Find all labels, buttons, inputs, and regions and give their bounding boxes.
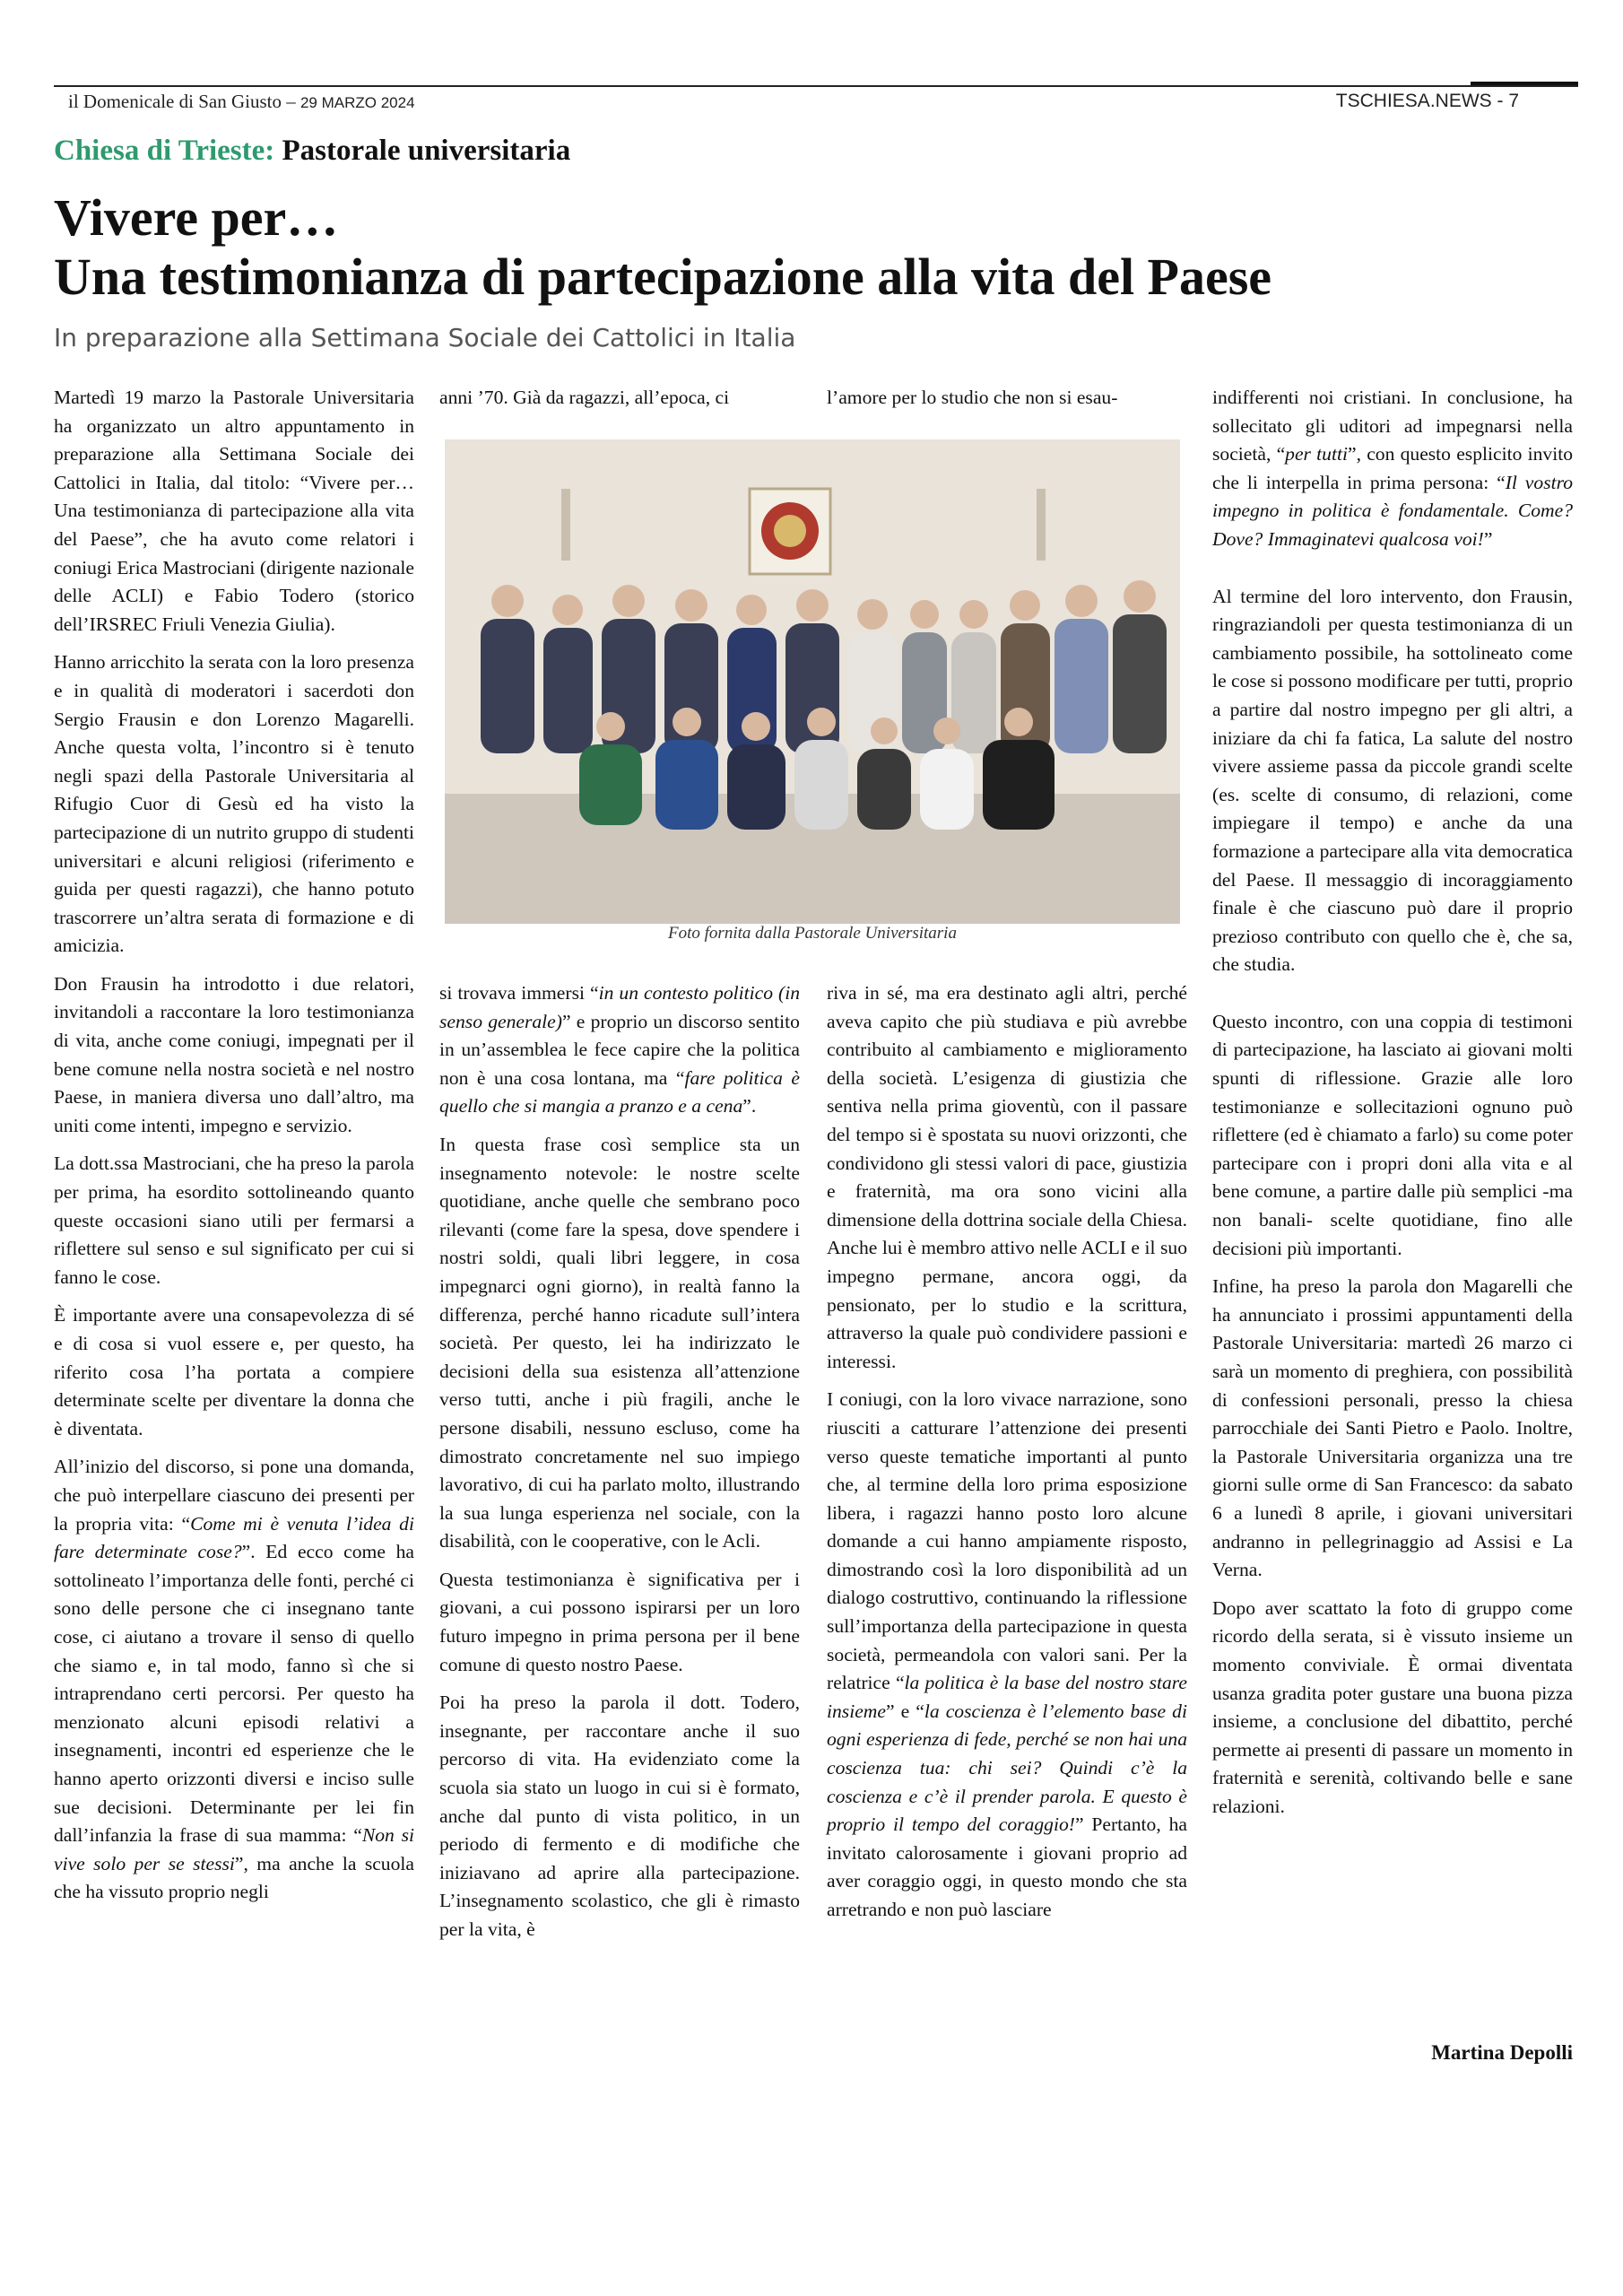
section-heading: [54, 135, 570, 168]
paragraph: È importante avere una consapevolezza di sé e di cosa si vuol essere e, per questo, ha riferito cosa l’ha portata a compiere determinate scelte per diventare la donna che è diventata.: [54, 1304, 414, 1439]
text-run: ”, ma anche la scuola che ha vissuto proprio negli: [54, 1852, 414, 1903]
text-run: ” e proprio un discorso sentito in un’assemblea le fece capire che la politica non è una cosa lontana, ma “: [439, 1010, 800, 1089]
text-run: ”: [1483, 527, 1493, 550]
paragraph: La dott.ssa Mastrociani, che ha preso la parola per prima, ha esordito sottolineando quanto queste occasioni siano utili per fermarsi a riflettere sul senso e sul significato per cui si fanno le cose.: [54, 1152, 414, 1288]
quote: la politica è la base del nostro stare insieme: [827, 1672, 1187, 1722]
paragraph: anni ’70. Già da ragazzi, all’epoca, ci: [439, 387, 730, 408]
paragraph: [54, 1453, 414, 1907]
title-line-2: Una testimonianza di partecipazione alla vita del Paese: [54, 248, 1272, 306]
paragraph: [827, 1386, 1187, 1924]
masthead-rule: [1471, 82, 1578, 85]
quote: la coscienza è l’elemento base di ogni esperienza di fede, perché se non hai una coscienza tua: chi sei? Quindi c’è la coscienza e c’è il prender parola. E questo è proprio il tempo del coraggio!: [827, 1700, 1187, 1836]
paragraph: Questo incontro, con una coppia di testimoni di partecipazione, ha lasciato ai giovani molti spunti di riflessione. Grazie alle loro testimonianze e sollecitazioni ognuno può riflettere (ed è chiamato a farlo) su come poter partecipare con i propri doni alla vita e al bene comune, a partire dalle più semplici -ma non banali- scelte quotidiane, fino alle decisioni più importanti.: [1212, 1010, 1573, 1259]
article-subtitle: In preparazione alla Settimana Sociale dei Cattolici in Italia: [54, 323, 796, 352]
publication-date: 29 MARZO 2024: [299, 94, 415, 111]
text-run: ” e “: [885, 1700, 924, 1722]
paragraph: [1212, 384, 1573, 554]
quote: Il vostro impegno in politica è fondamentale. Come? Dove? Immaginatevi qualcosa voi!: [1212, 471, 1573, 550]
paragraph: Questa testimonianza è significativa per i giovani, a cui possono ispirarsi per un loro futuro impegno in prima persona per il bene comune di questo nostro Paese.: [439, 1568, 800, 1675]
group-photo: [445, 439, 1180, 924]
author-byline: Martina Depolli: [1431, 2041, 1573, 2064]
masthead: [54, 85, 1578, 116]
photo-caption: Foto fornita dalla Pastorale Universitaria: [668, 924, 957, 943]
publication-line: [68, 91, 415, 113]
text-run: ”.: [742, 1095, 757, 1118]
text-run: ”. Ed ecco come ha sottolineato l’importanza delle fonti, perché ci sono delle persone che ci insegnano tante cose, ci aiutano a trovare il senso di quello che siamo e, in tal modo, fanno sì che si intraprendano certi percorsi. Per questo ha menzionato alcuni episodi relativi a insegnamenti, incontri ed esperienze che le hanno aperto orizzonti diversi e inciso sulle sue decisioni. Determinante per lei fin dall’infanzia la frase di sua mamma: “: [54, 1541, 414, 1847]
quote: Come mi è venuta l’idea di fare determinate cose?: [54, 1512, 414, 1563]
publication-sep: –: [281, 91, 300, 112]
title-line-1: Vivere per…: [54, 188, 339, 247]
quote: in un contesto politico (in senso generale): [439, 982, 801, 1032]
paragraph: Infine, ha preso la parola don Magarelli che ha annunciato i prossimi appuntamenti della Pastorale Universitaria: martedì 26 marzo ci sarà un momento di preghiera, con possibilità di confessioni personali, presso la chiesa parrocchiale dei Santi Pietro e Paolo. Inoltre, la Pastorale Universitaria organizza una tre giorni sulle orme di San Francesco: da sabato 6 a lunedì 8 aprile, i giovani universitari andranno in pellegrinaggio ad Assisi e La Verna.: [1212, 1275, 1573, 1581]
paragraph: Dopo aver scattato la foto di gruppo come ricordo della serata, si è vissuto insieme un momento conviviale. È ormai diventata usanza gradita poter gustare una buona pizza insieme, a conclusione del dibattito, perché permette ai presenti di passare un momento in fraternità e serenità, coltivando belle e sane relazioni.: [1212, 1596, 1573, 1817]
column-3: [827, 979, 1187, 1935]
quote: fare politica è quello che si mangia a pranzo e a cena: [439, 1066, 800, 1118]
text-run: I coniugi, con la loro vivace narrazione, sono riusciti a catturare l’attenzione dei presenti verso queste tematiche importanti al punto che, al termine della loro prima esposizione libera, i ragazzi hanno posto loro alcune domande a cui hanno ampiamente risposto, dimostrando così la loro disponibilità ad un dialogo costruttivo, continuando la riflessione sull’importanza della partecipazione in questa società, permeandola con valori sani. Per la relatrice “: [827, 1388, 1187, 1694]
column-2-top: [439, 384, 800, 422]
text-run: All’inizio del discorso, si pone una domanda, che può interpellare ciascuno dei presenti per la propria vita: “: [54, 1456, 414, 1535]
column-2: [439, 979, 800, 1954]
paragraph: l’amore per lo studio che non si esau-: [827, 387, 1118, 408]
group-photo-image: [445, 439, 1180, 924]
text-run: indifferenti noi cristiani. In conclusione, ha sollecitato gli uditori ad impegnarsi nella società, “: [1212, 387, 1573, 465]
paragraph: In questa frase così semplice sta un insegnamento notevole: le nostre scelte quotidiane, anche quelle che sembrano poco rilevanti (come fare la spesa, dove spendere i nostri soldi, quali libri leggere, in cosa impegnarci ogni giorno), in realtà fanno la differenza, perché hanno ricadute sull’intera società. Per questo, lei ha indirizzato le decisioni della sua esistenza all’attenzione verso tutti, anche i più fragili, anche le persone disabili, nessuno escluso, come ha dimostrato concretamente nel suo impiego lavorativo, di cui ha parlato molto, illustrando la sua lunga esperienza nel sociale, con la disabilità, con le cooperative, con le Acli.: [439, 1133, 800, 1552]
paragraph: Poi ha preso la parola il dott. Todero, insegnante, per raccontare anche il suo percorso di vita. Ha evidenziato come la scuola sia stato un luogo in cui si è formato, anche dal punto di vista politico, in un periodo di fermento e di modifiche che iniziavano ad aprire alla partecipazione. L’insegnamento scolastico, che gli è rimasto per la vita, è: [439, 1692, 800, 1940]
text-run: si trovava immersi “: [439, 982, 599, 1004]
publication-name: il Domenicale di San Giusto: [68, 91, 282, 112]
quote: per tutti: [1285, 443, 1348, 465]
column-1: [54, 384, 414, 1917]
paragraph: [439, 979, 800, 1121]
site-page-number: TSCHIESA.NEWS - 7: [1335, 91, 1519, 111]
text-run: ”, con questo esplicito invito che li interpella in prima persona: “: [1212, 443, 1573, 493]
section-category: Chiesa di Trieste:: [54, 135, 275, 167]
paragraph: Martedì 19 marzo la Pastorale Universitaria ha organizzato un altro appuntamento in preparazione alla Settimana Sociale dei Cattolici in Italia, dal titolo: “Vivere per… Una testimonianza di partecipazione alla vita del Paese”, che ha avuto come relatori i coniugi Erica Mastrociani (dirigente nazionale delle ACLI) e Fabio Todero (storico dell’IRSREC Friuli Venezia Giulia).: [54, 387, 414, 635]
paragraph: Hanno arricchito la serata con la loro presenza e in qualità di moderatori i sacerdoti don Sergio Frausin e don Lorenzo Magarelli. Anche questa volta, l’incontro si è tenuto negli spazi della Pastorale Universitaria al Rifugio Cuor di Gesù ed ha visto la partecipazione di un nutrito gruppo di studenti universitari e alcuni religiosi (riferimento e guida per questi ragazzi), che hanno potuto trascorrere un’altra serata di formazione e di amicizia.: [54, 651, 414, 957]
text-run: ” Pertanto, ha invitato calorosamente i giovani proprio ad aver coraggio oggi, in questo mondo che sta arretrando e non può lasciare: [827, 1813, 1187, 1920]
paragraph: Don Frausin ha introdotto i due relatori, invitandoli a raccontare la loro testimonianza di vita, anche come coniugi, impegnati per il bene comune nella nostra società e nel nostro Paese, in maniera diversa uno dall’altro, ma uniti come intenti, impegno e servizio.: [54, 972, 414, 1136]
paragraph: Al termine del loro intervento, don Frausin, ringraziandoli per questa testimonianza di un cambiamento possibile, ha sottolineato come le cose si possono modificare per tutti, proprio a partire dal nostro impegno per gli altri, a iniziare da chi fa fatica, La salute del nostro vivere assieme passa da piccole grandi scelte (es. scelte di consumo, di relazioni, come impiegare il tempo) e anche da una formazione a partecipare alla vita democratica del Paese. Il messaggio di incoraggiamento finale è che ciascuno può dare il proprio prezioso contributo con quello che è, che sa, che studia.: [1212, 585, 1573, 976]
section-topic: Pastorale universitaria: [282, 135, 571, 167]
column-3-top: [827, 384, 1187, 422]
quote: Non si vive solo per se stessi: [54, 1824, 414, 1874]
article-title: [54, 188, 1271, 307]
paragraph: riva in sé, ma era destinato agli altri, perché aveva capito che più studiava e più avrebbe contribuito al cambiamento e miglioramento della società. L’esigenza di giustizia che sentiva nella prima gioventù, con il passare del tempo si è spostata su nuovi orizzonti, che condividono gli stessi valori di pace, giustizia e fraternità, ma ora sono vicini alla dimensione della dottrina sociale della Chiesa. Anche lui è membro attivo nelle ACLI e il suo impegno permane, ancora oggi, da pensionato, per lo studio e la scrittura, attraverso la quale può condividere passioni e interessi.: [827, 982, 1187, 1372]
column-4: [1212, 384, 1573, 1831]
